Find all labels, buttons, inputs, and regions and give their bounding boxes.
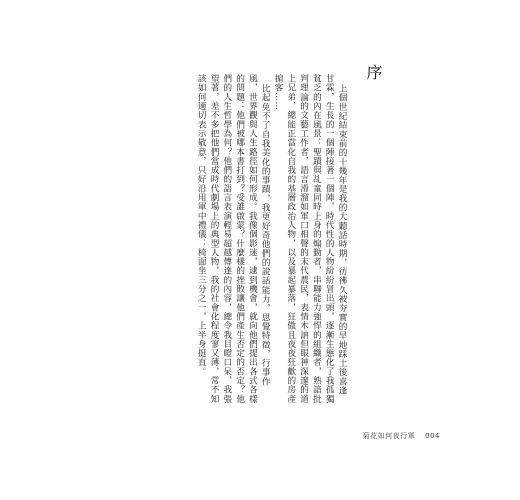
- body-text: [148, 74, 348, 404]
- paragraph-1: 上個世紀結束前的十幾年是我的大聽話時期，彷彿久被夯實的旱地踩土後喜逢甘霖，生長的一個陣接著一個陣，時代性的人物紛紛冒出頭，逐漸生態化了我孤獨貧乏的內在風景：聖蹟與乩童同時上身的煽動者，串聯能力強悍的組織者，熟諳批判理論的文藝工作者，語言滑溜如軍口相聲的末代農民，表情木訥但眼神深邃的道上兄弟，總能正當化自我的基層政治人物，以及暴起暴落，狂傲且夜夜狂歡的房產掮客……: [273, 74, 347, 404]
- chapter-title: 序: [364, 64, 383, 82]
- page-footer: [363, 431, 440, 441]
- book-title: 菊花如何夜行軍: [362, 432, 416, 440]
- page-number: 004: [425, 432, 440, 440]
- paragraph-2: 比起免不了自我美化的事蹟，我更好奇他們的說話能力，思覺特徵，行事作風，世界觀與人生路徑如何形成。我像個影迷，逮到機會，就向他們提出各式各樣的問題：他們被哪本書打到？受誰啟蒙？什麼樣的挫敗讓他們產生否定的否定？他們的人生哲學為何？他們的語言表演輕易超越傳達的內容，總令我目瞪口呆，我張望著，差不多把他們當成時代劇場上的典型人物，我的社會化程度寥又薄，常不知該如何適切表示敬意，只好沿用軍中禮儀：椅面坐三分之一，上半身挺直。: [196, 74, 271, 404]
